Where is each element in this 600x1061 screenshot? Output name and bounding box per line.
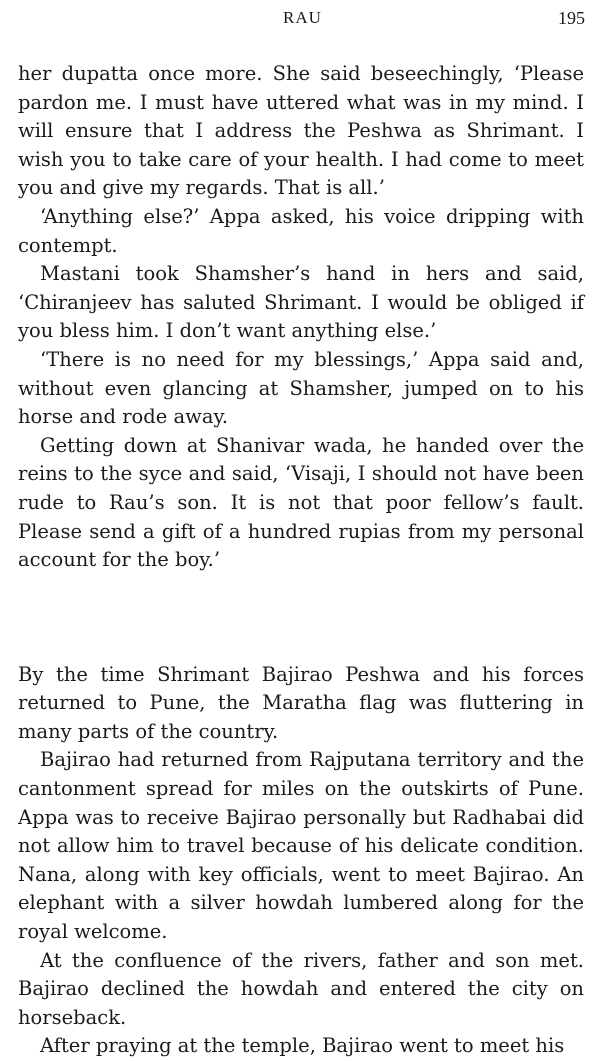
- paragraph: Getting down at Shanivar wada, he handed over the reins to the syce and said, ‘Visaji, I should not have been rude to Rau’s son. It is not that poor fellow’s fault. Please send a gift of a hundred rupias from my personal account for the boy.’: [18, 433, 584, 572]
- paragraph: ‘Anything else?’ Appa asked, his voice dripping with contempt.: [18, 204, 584, 257]
- paragraph: At the confluence of the rivers, father and son met. Bajirao declined the howdah and entered the city on horseback.: [18, 948, 584, 1029]
- running-title: RAU: [283, 8, 322, 27]
- running-head: [20, 8, 585, 38]
- paragraph: Mastani took Shamsher’s hand in hers and said, ‘Chiranjeev has saluted Shrimant. I would be obliged if you bless him. I don’t want anything else.’: [18, 262, 584, 343]
- paragraph: After praying at the temple, Bajirao went to meet his: [40, 1034, 565, 1058]
- paragraph: By the time Shrimant Bajirao Peshwa and his forces returned to Pune, the Maratha flag was fluttering in many parts of the country.: [18, 662, 584, 743]
- paragraph: Bajirao had returned from Rajputana territory and the cantonment spread for miles on the outskirts of Pune. Appa was to receive Bajirao personally but Radhabai did not allow him to travel because of his delicate condition. Nana, along with key officials, went to meet Bajirao. An elephant with a silver howdah lumbered along for the royal welcome.: [18, 748, 584, 944]
- paragraph: her dupatta once more. She said beseechingly, ‘Please pardon me. I must have uttered what was in my mind. I will ensure that I address the Peshwa as Shrimant. I wish you to take care of your health. I had come to meet you and give my regards. That is all.’: [18, 62, 584, 200]
- body-text: [18, 60, 584, 1061]
- page-number: 195: [558, 8, 585, 28]
- paragraph: ‘There is no need for my blessings,’ Appa said and, without even glancing at Shamsher, jumped on to his horse and rode away.: [18, 347, 584, 429]
- section-break: [18, 575, 584, 661]
